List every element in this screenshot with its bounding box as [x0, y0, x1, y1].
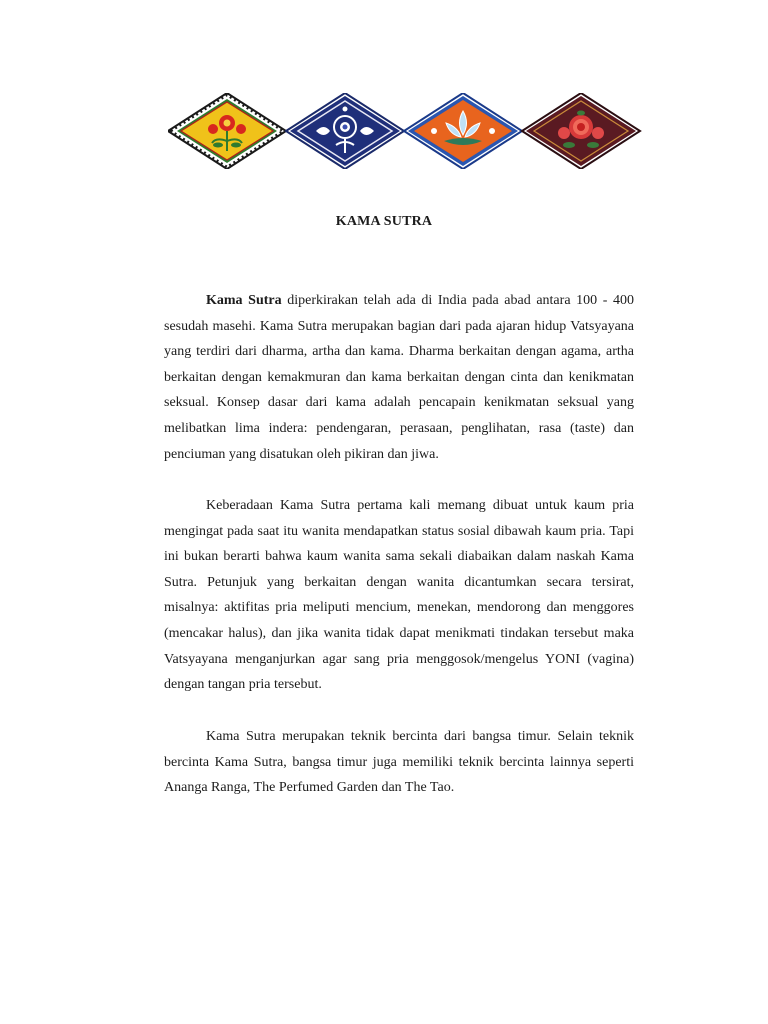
paragraph-2: Keberadaan Kama Sutra pertama kali memang dibuat untuk kaum pria mengingat pada saat itu wanita mendapatkan status sosial dibawah kaum pria. Tapi ini bukan berarti bahwa kaum wanita sama sekali diabaikan dalam naskah Kama Sutra. Petunjuk yang berkaitan dengan wanita dicantumkan secara tersirat, misalnya: aktifitas pria meliputi mencium, menekan, mendorong dan menggores (mencakar halus), dan jika wanita tidak dapat menikmati tindakan tersebut maka Vatsyayana menganjurkan agar sang pria menggosok/mengelus YONI (vagina) dengan tangan pria tersebut.: [164, 498, 634, 693]
blue-floral-tile: [286, 93, 404, 169]
orange-lotus-tile: [404, 93, 522, 169]
paragraph-1-lead: Kama Sutra: [206, 293, 282, 308]
paragraph-1-text: diperkirakan telah ada di India pada abad antara 100 - 400 sesudah masehi. Kama Sutra merupakan bagian dari pada ajaran hidup Vatsyayana yang terdiri dari dharma, artha dan kama. Dharma berkaitan dengan agama, artha berkaitan dengan kemakmuran dan kama berkaitan dengan cinta dan kenikmatan seksual. Konsep dasar dari kama adalah pencapain kenikmatan seksual yang melibatkan lima indera: pendengaran, perasaan, penglihatan, rasa (taste) dan penciuman yang disatukan oleh pikiran dan jiwa.: [164, 293, 635, 462]
paragraph-1: [164, 288, 634, 467]
ornament-header: [168, 93, 642, 169]
yellow-floral-tile: [168, 93, 286, 169]
document-title: KAMA SUTRA: [335, 214, 433, 229]
maroon-rose-tile: [522, 93, 640, 169]
paragraph-3: Kama Sutra merupakan teknik bercinta dari bangsa timur. Selain teknik bercinta Kama Sutra, bangsa timur juga memiliki teknik bercinta lainnya seperti Ananga Ranga, The Perfumed Garden dan The Tao.: [164, 729, 634, 796]
ornament-tiles: [168, 93, 642, 169]
